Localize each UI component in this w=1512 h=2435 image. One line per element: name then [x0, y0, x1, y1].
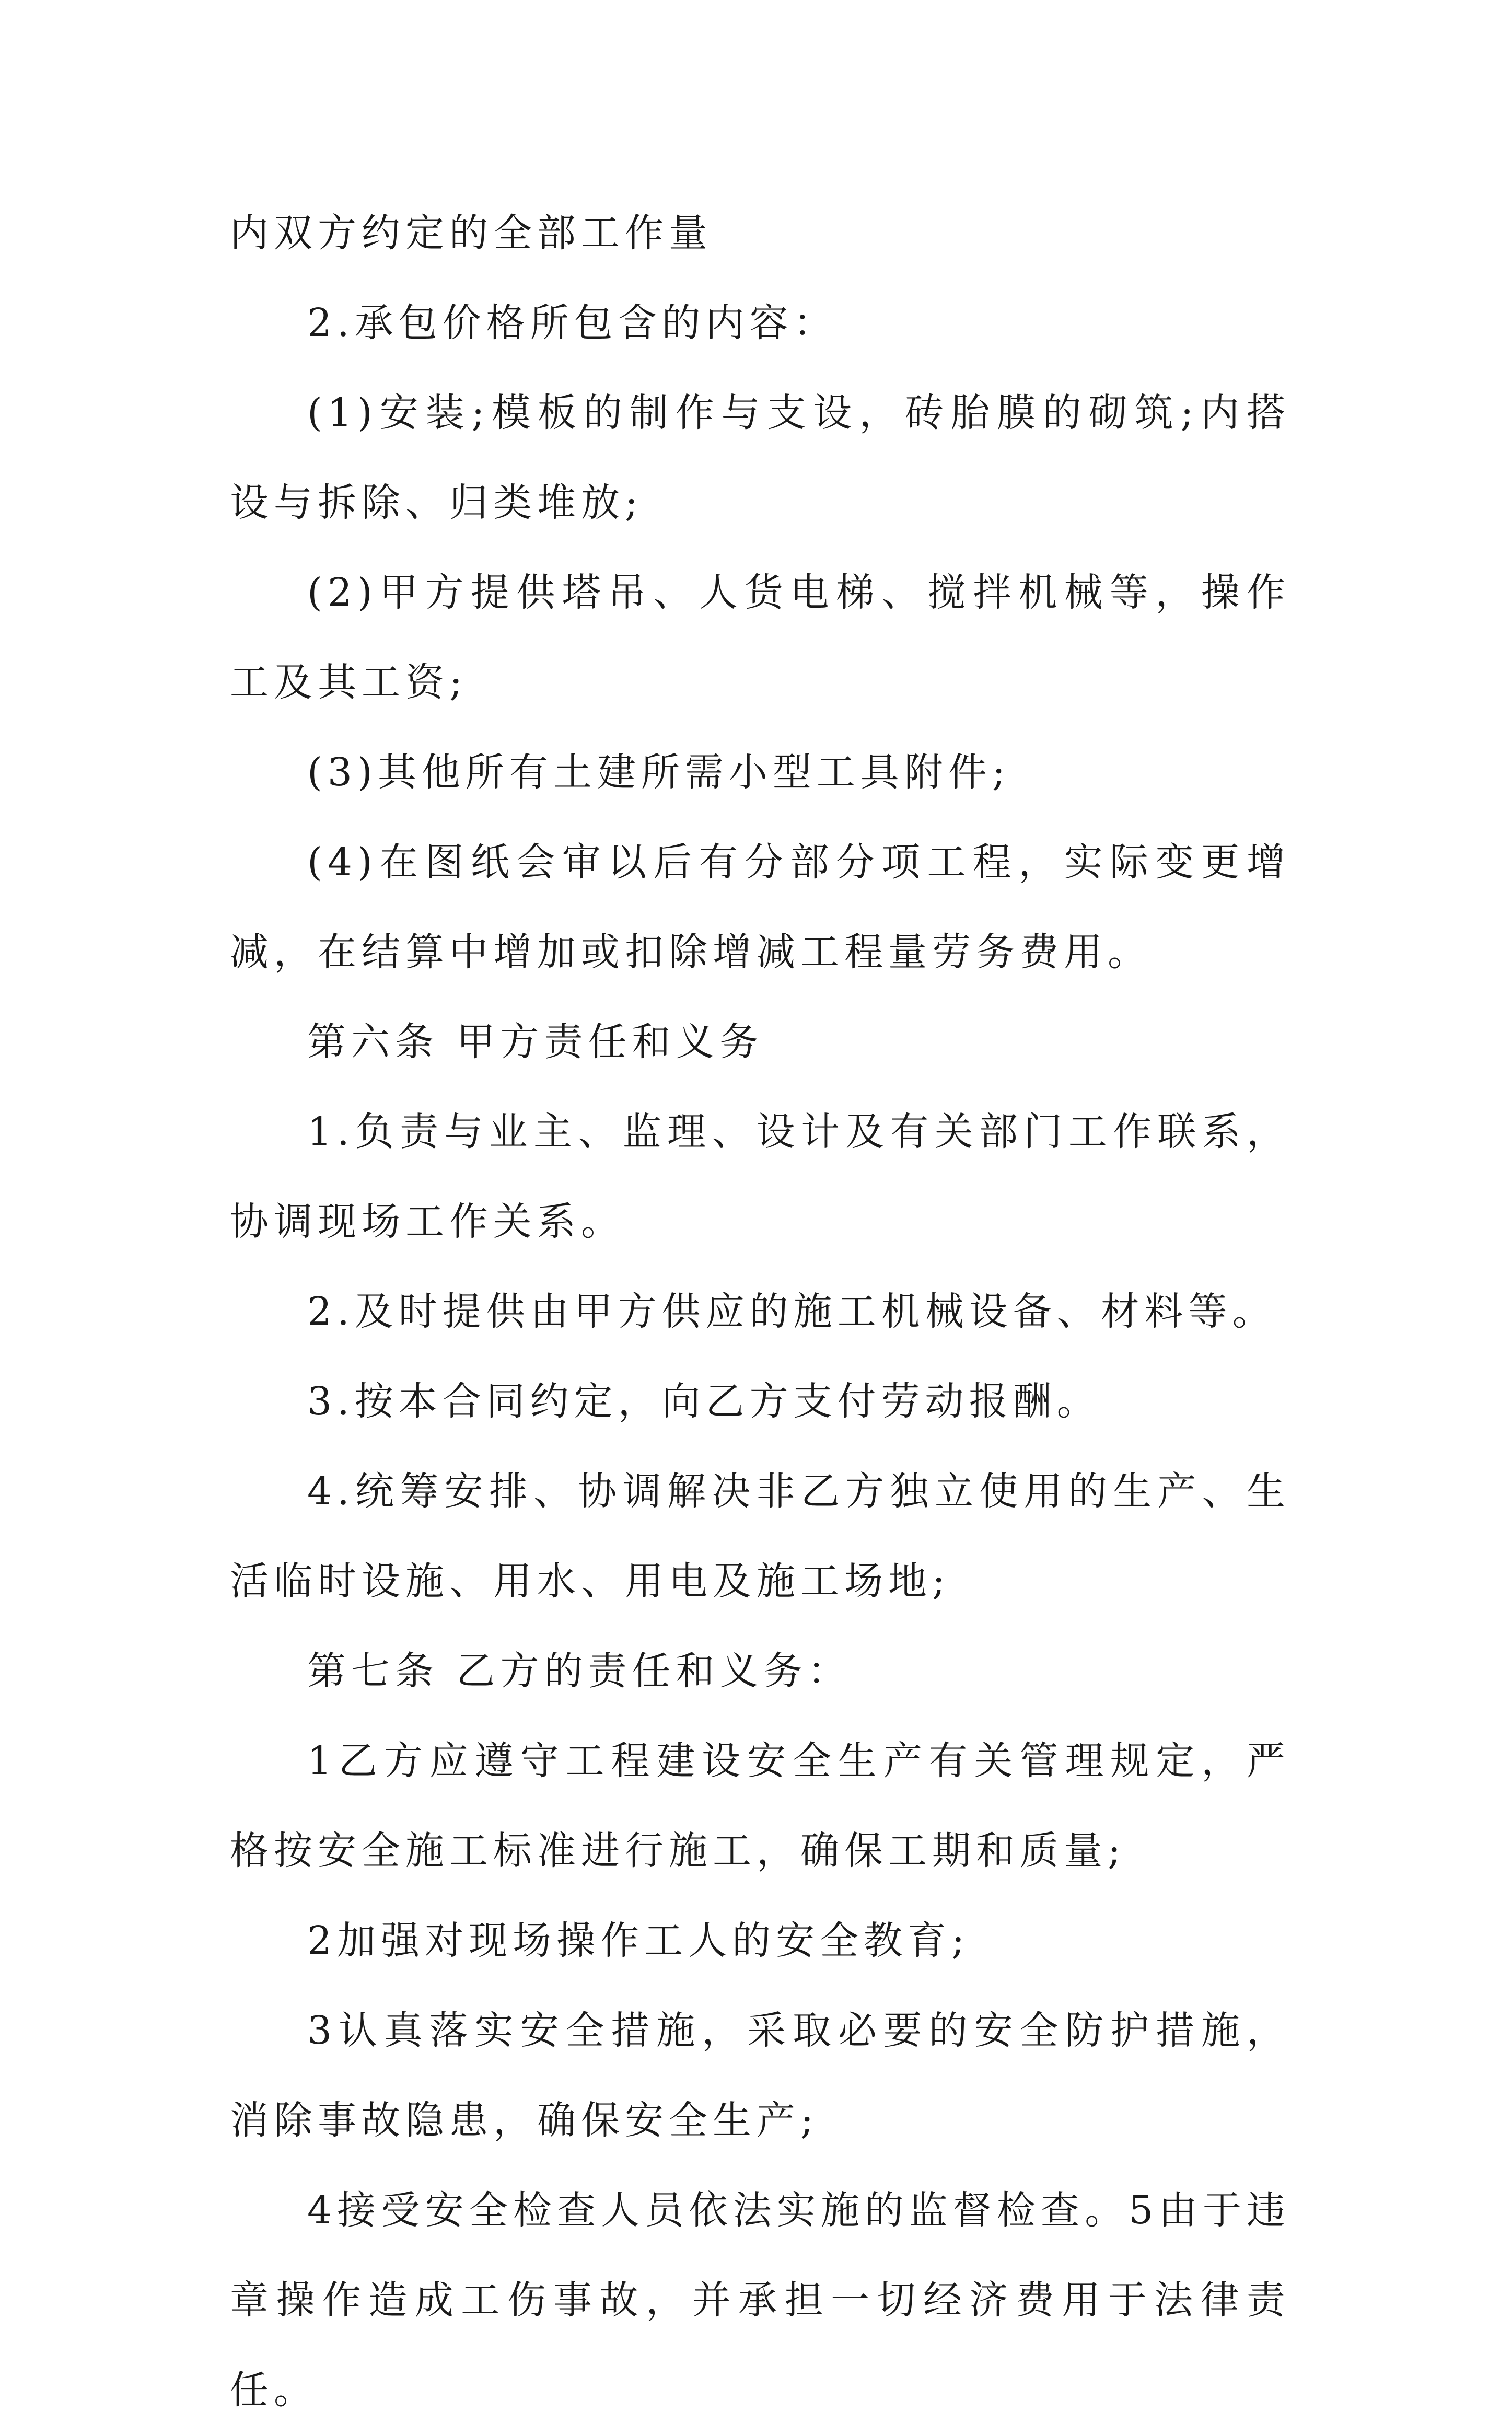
article-6-item-2: 2.及时提供由甲方供应的施工机械设备、材料等。: [307, 1289, 1276, 1334]
paragraph-workload-continuation: 内双方约定的全部工作量: [230, 211, 713, 256]
article-7-item-4-5: 4接受安全检查人员依法实施的监督检查。5由于违章操作造成工伤事故，并承担一切经济费用于法律责任。: [230, 2188, 1290, 2413]
article-6-heading: 第六条 甲方责任和义务: [307, 1019, 764, 1064]
paragraph-price-contents-heading: 2.承包价格所包含的内容：: [307, 300, 838, 345]
article-6-item-3: 3.按本合同约定，向乙方支付劳动报酬。: [307, 1379, 1101, 1424]
document-body: [230, 188, 1290, 2435]
article-7-item-1: 1乙方应遵守工程建设安全生产有关管理规定，严格按安全施工标准进行施工，确保工期和质量;: [230, 1738, 1290, 1873]
paragraph-price-item-1: (1)安装;模板的制作与支设，砖胎膜的砌筑;内搭设与拆除、归类堆放;: [230, 390, 1290, 525]
article-7-item-3: 3认真落实安全措施，采取必要的安全防护措施，消除事故隐患，确保安全生产;: [230, 2008, 1290, 2143]
article-7-item-2: 2加强对现场操作工人的安全教育;: [307, 1918, 970, 1963]
paragraph-price-item-3: (3)其他所有土建所需小型工具附件;: [307, 750, 1010, 795]
article-7-heading: 第七条 乙方的责任和义务：: [307, 1649, 852, 1694]
paragraph-price-item-2: (2)甲方提供塔吊、人货电梯、搅拌机械等，操作工及其工资;: [230, 570, 1290, 705]
paragraph-price-item-4: (4)在图纸会审以后有分部分项工程，实际变更增减，在结算中增加或扣除增减工程量劳务费用。: [230, 840, 1290, 975]
article-6-item-4: 4.统筹安排、协调解决非乙方独立使用的生产、生活临时设施、用水、用电及施工场地;: [230, 1469, 1290, 1604]
article-6-item-1: 1.负责与业主、监理、设计及有关部门工作联系，协调现场工作关系。: [230, 1109, 1290, 1244]
